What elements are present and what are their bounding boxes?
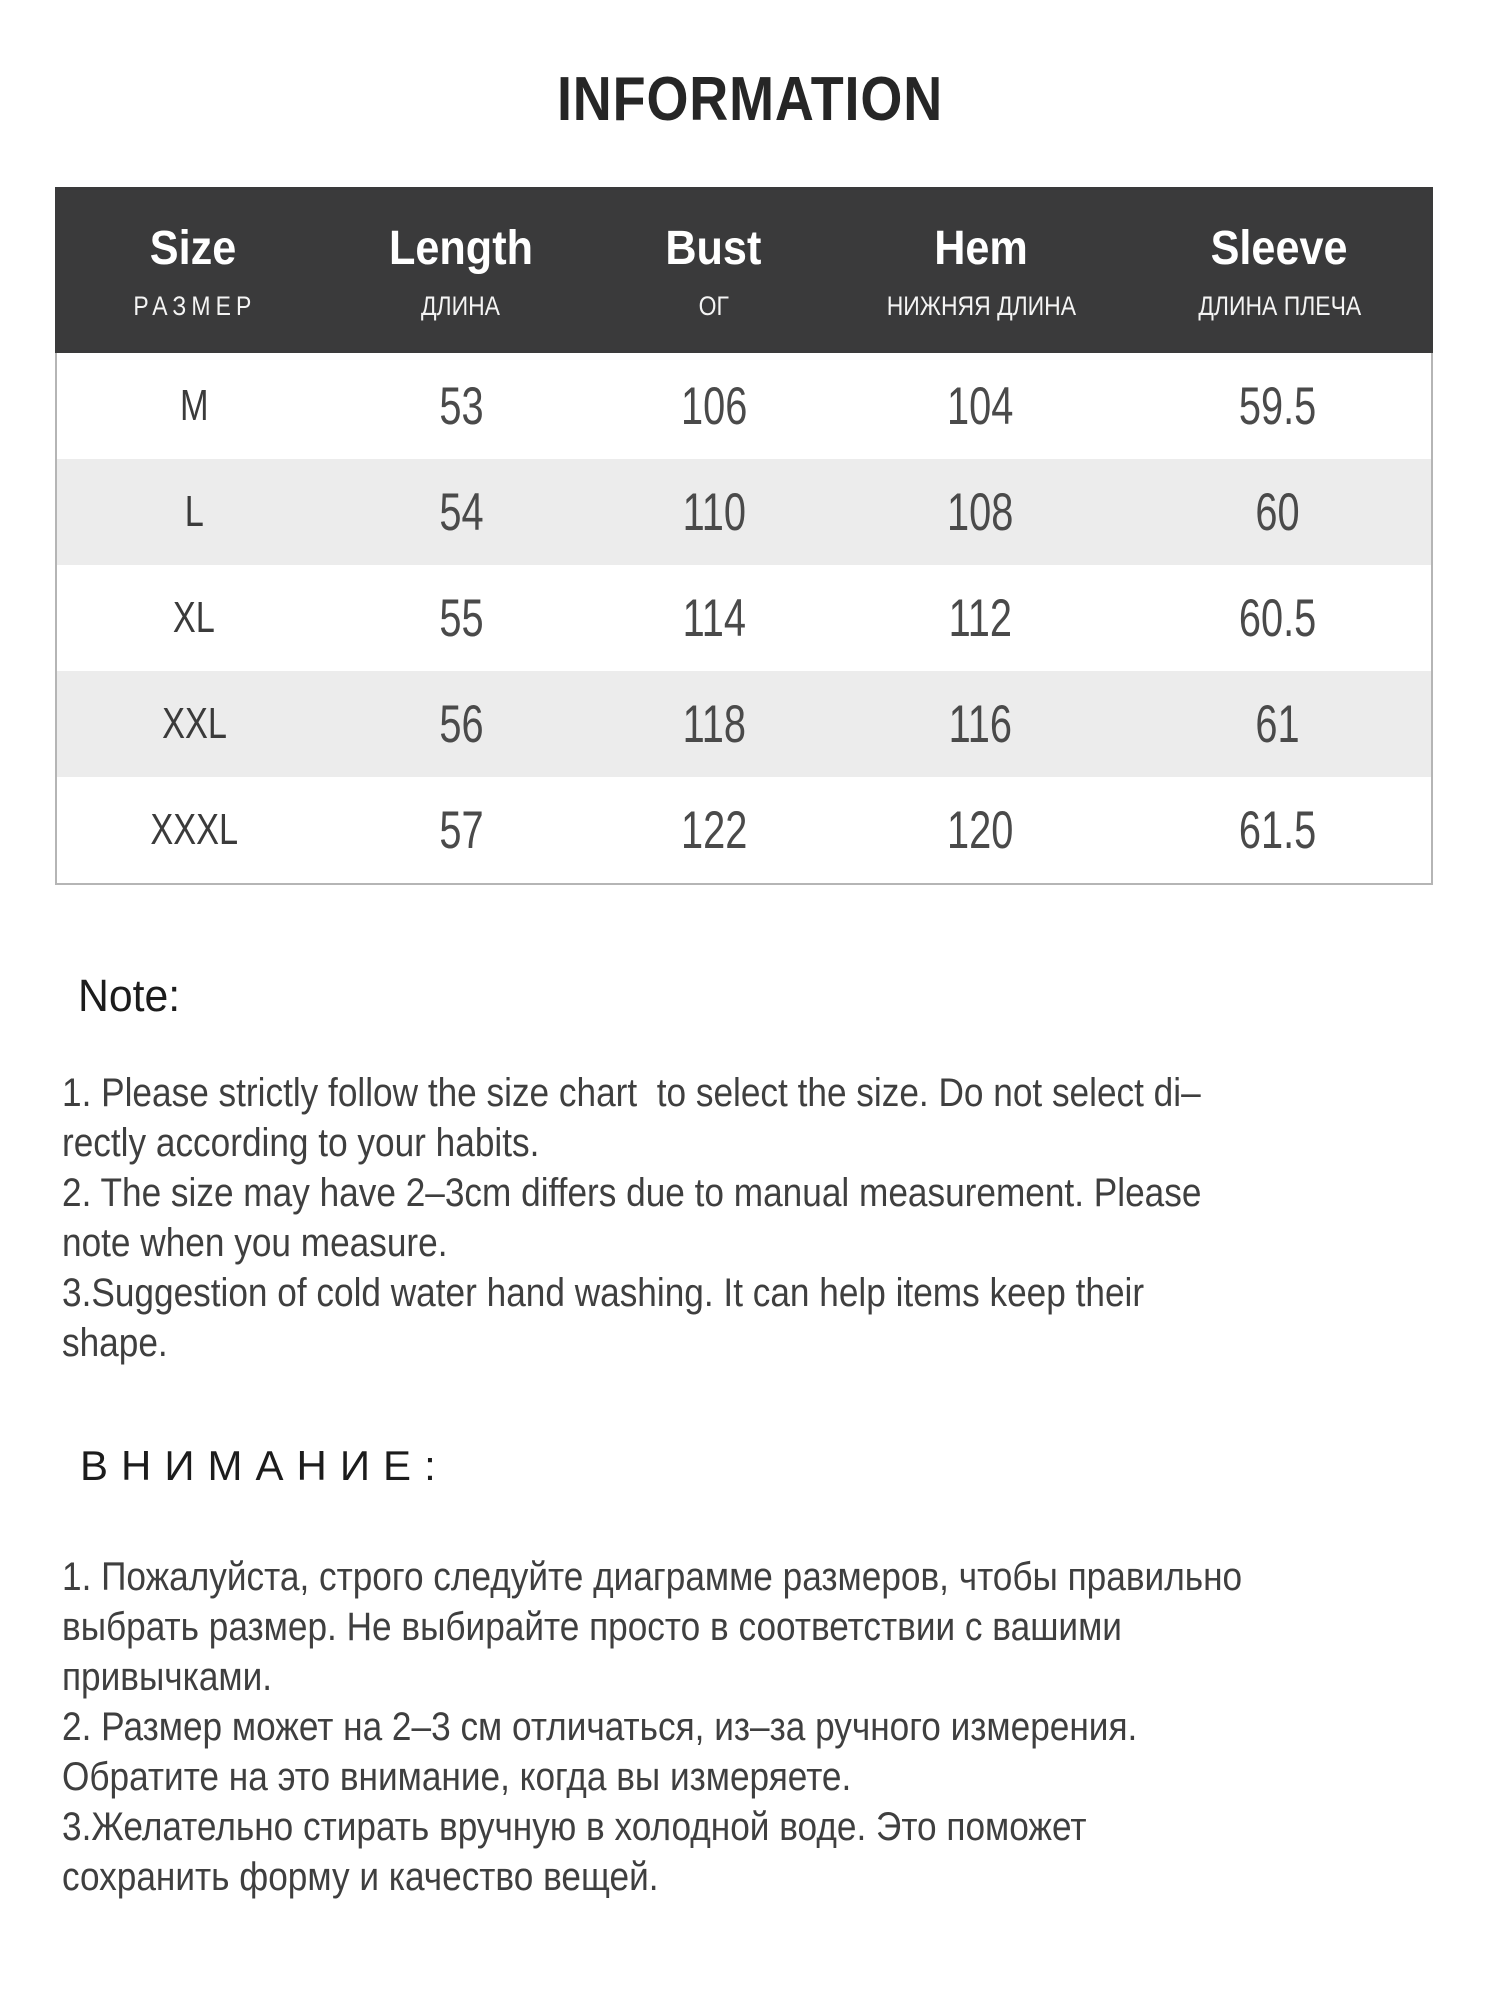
length-value: 57 <box>439 800 484 860</box>
attention-line: привычками. <box>62 1655 273 1699</box>
note-line: rectly according to your habits. <box>62 1121 540 1165</box>
note-line: 1. Please strictly follow the size chart to select the size. Do not select di– <box>62 1071 1201 1115</box>
sleeve-value: 59.5 <box>1239 376 1317 436</box>
column-header-sleeve <box>1126 187 1433 353</box>
column-label-en: Hem <box>934 222 1028 275</box>
sleeve-cell <box>1125 482 1431 543</box>
bust-value: 118 <box>682 694 746 754</box>
size-cell <box>57 487 332 537</box>
length-cell <box>332 376 592 437</box>
note-line: 3.Suggestion of cold water hand washing. It can help items keep their <box>62 1271 1145 1315</box>
size-cell <box>57 699 332 749</box>
hem-value: 116 <box>948 694 1012 754</box>
column-label-ru: ДЛИНА ПЛЕЧА <box>1197 291 1361 321</box>
hem-value: 112 <box>948 588 1012 648</box>
note-paragraph <box>62 1068 1357 1368</box>
attention-line: 3.Желательно стирать вручную в холодной воде. Это поможет <box>62 1805 1087 1849</box>
bust-cell <box>591 694 836 755</box>
bust-value: 122 <box>680 800 747 860</box>
length-value: 54 <box>439 482 484 542</box>
attention-line: 1. Пожалуйста, строго следуйте диаграмме размеров, чтобы правильно <box>62 1555 1243 1599</box>
length-cell <box>332 588 592 649</box>
hem-cell <box>836 694 1125 755</box>
bust-cell <box>591 376 836 437</box>
column-label-ru: РАЗМЕР <box>133 291 257 321</box>
length-value: 53 <box>439 376 484 436</box>
column-header-length <box>331 187 591 353</box>
column-label-en: Length <box>388 222 533 275</box>
table-body <box>55 353 1433 885</box>
column-label-ru: ОГ <box>698 291 729 321</box>
page-title: INFORMATION <box>556 65 944 134</box>
note-line: note when you measure. <box>62 1221 448 1265</box>
size-cell <box>57 805 332 855</box>
hem-value: 104 <box>947 376 1014 436</box>
size-cell <box>57 593 332 643</box>
sleeve-cell <box>1125 376 1431 437</box>
attention-line: Обратите на это внимание, когда вы измеряете. <box>62 1755 852 1799</box>
attention-line: выбрать размер. Не выбирайте просто в соответствии с вашими <box>62 1605 1122 1649</box>
column-label-en: Bust <box>665 222 762 275</box>
sleeve-value: 61 <box>1255 694 1300 754</box>
column-header-size <box>55 187 331 353</box>
sleeve-cell <box>1125 800 1431 861</box>
length-cell <box>332 800 592 861</box>
hem-value: 108 <box>947 482 1014 542</box>
note-heading: Note: <box>78 970 181 1021</box>
bust-cell <box>591 482 836 543</box>
hem-cell <box>836 800 1125 861</box>
length-cell <box>332 482 592 543</box>
attention-paragraph <box>62 1552 1403 1902</box>
size-value: XXL <box>161 699 227 748</box>
size-value: XXXL <box>150 805 239 854</box>
attention-line: 2. Размер может на 2–3 см отличаться, из–за ручного измерения. <box>62 1705 1138 1749</box>
bust-value: 110 <box>682 482 746 542</box>
size-table <box>55 187 1433 885</box>
sleeve-value: 60.5 <box>1239 588 1317 648</box>
bust-value: 114 <box>682 588 746 648</box>
hem-value: 120 <box>947 800 1014 860</box>
table-row <box>57 565 1431 671</box>
bust-cell <box>591 588 836 649</box>
sleeve-cell <box>1125 588 1431 649</box>
length-cell <box>332 694 592 755</box>
size-cell <box>57 381 332 431</box>
attention-line: сохранить форму и качество вещей. <box>62 1855 659 1899</box>
note-line: shape. <box>62 1321 168 1365</box>
bust-cell <box>591 800 836 861</box>
sleeve-cell <box>1125 694 1431 755</box>
column-header-hem <box>836 187 1125 353</box>
size-value: M <box>180 381 209 430</box>
attention-heading: ВНИМАНИЕ: <box>80 1442 449 1489</box>
column-label-en: Size <box>149 222 237 275</box>
column-label-en: Sleeve <box>1210 222 1348 275</box>
hem-cell <box>836 376 1125 437</box>
table-row <box>57 777 1431 883</box>
sleeve-value: 61.5 <box>1239 800 1317 860</box>
length-value: 55 <box>439 588 484 648</box>
column-label-ru: ДЛИНА <box>421 291 501 321</box>
table-row <box>57 671 1431 777</box>
sleeve-value: 60 <box>1255 482 1300 542</box>
size-value: L <box>184 487 204 536</box>
column-header-bust <box>591 187 836 353</box>
bust-value: 106 <box>680 376 747 436</box>
hem-cell <box>836 482 1125 543</box>
column-label-ru: НИЖНЯЯ ДЛИНА <box>886 291 1076 321</box>
size-value: XL <box>173 593 216 642</box>
hem-cell <box>836 588 1125 649</box>
note-line: 2. The size may have 2–3cm differs due to manual measurement. Please <box>62 1171 1202 1215</box>
table-row <box>57 459 1431 565</box>
length-value: 56 <box>439 694 484 754</box>
table-header-row <box>55 187 1433 353</box>
table-row <box>57 353 1431 459</box>
